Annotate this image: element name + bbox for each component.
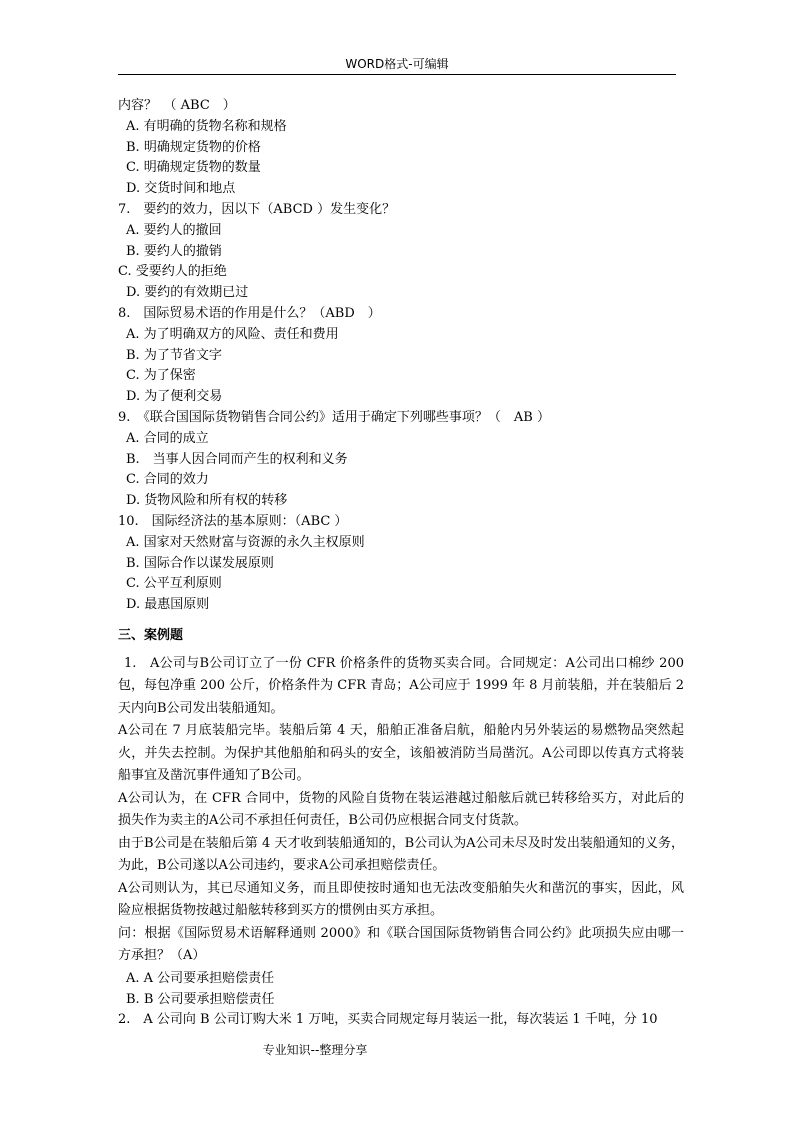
header-rule [118,74,676,75]
option-a: A. 要约人的撤回 [126,222,222,238]
option-a: A. A 公司要承担赔偿责任 [126,970,275,986]
option-c: C. 为了保密 [126,368,196,384]
question-stem: 8. 国际贸易术语的作用是什么？（ABD ） [118,305,381,321]
option-a: A. 合同的成立 [126,430,209,446]
option-c: C. 合同的效力 [126,472,209,488]
option-c: C. 公平互利原则 [126,576,222,592]
option-d: D. 货物风险和所有权的转移 [126,493,288,509]
option-a: A. 为了明确双方的风险、责任和费用 [126,326,339,342]
option-a: A. 有明确的货物名称和规格 [126,118,287,134]
question-block [118,512,684,616]
option-b: B. 明确规定货物的价格 [126,139,261,155]
option-b: B. 要约人的撤销 [126,243,222,259]
document-body [118,96,684,1031]
question-block [118,96,684,200]
option-b: B. B 公司要承担赔偿责任 [126,991,275,1007]
page-footer: 专业知识--整理分享 [262,1043,368,1057]
option-b: B. 当事人因合同而产生的权利和义务 [126,451,348,467]
case-paragraph: 由于B公司是在装船后第 4 天才收到装船通知的，B公司认为A公司未尽及时发出装船通知的义务，为此，B公司遂以A公司违约，要求A公司承担赔偿责任。 [118,835,684,874]
question-stem: 9. 《联合国国际货物销售合同公约》适用于确定下列哪些事项？（ AB ） [118,409,550,425]
question-block [118,200,684,304]
option-d: D. 最惠国原则 [126,597,210,613]
question-block [118,304,684,408]
case-paragraph: A公司认为，在 CFR 合同中，货物的风险自货物在装运港越过船舷后就已转移给买方，对此后的损失作为卖主的A公司不承担任何责任，B公司仍应根据合同支付货款。 [118,790,684,829]
case-question: 问：根据《国际贸易术语解释通则 2000》和《联合国国际货物销售合同公约》此项损失应由哪一方承担？（A） [118,925,684,964]
case-paragraph: 1. A公司与B公司订立了一份 CFR 价格条件的货物买卖合同。合同规定：A公司出口棉纱 200 包，每包净重 200 公斤，价格条件为 CFR 青岛；A公司应于 1999 年 8 月前装船，并在装船后 2 天内向B公司发出装船通知。 [118,655,684,716]
option-a: A. 国家对天然财富与资源的永久主权原则 [126,534,365,550]
option-d: D. 交货时间和地点 [126,181,236,197]
option-b: B. 为了节省文字 [126,347,222,363]
page-header: WORD格式-可编辑 [345,57,449,71]
option-b: B. 国际合作以谋发展原则 [126,555,274,571]
case-study-1 [118,653,684,1010]
section-title: 三、案例题 [118,627,184,643]
case-paragraph: A公司在 7 月底装船完毕。装船后第 4 天，船舶正准备启航，船舱内另外装运的易燃物品突然起火，并失去控制。为保护其他船舶和码头的安全，该船被消防当局凿沉。A公司即以传真方式将装船事宜及凿沉事件通知了B公司。 [118,723,684,784]
question-stem: 10. 国际经济法的基本原则：（ABC ） [118,513,348,529]
option-c: C. 受要约人的拒绝 [118,264,227,280]
question-block [118,408,684,512]
option-d: D. 要约的有效期已过 [126,285,249,301]
question-stem: 7. 要约的效力，因以下（ABCD ）发生变化？ [118,201,396,217]
question-stem: 内容？ （ ABC ） [118,98,236,113]
option-c: C. 明确规定货物的数量 [126,160,261,176]
case-study-2-start: 2. A 公司向 B 公司订购大米 1 万吨，买卖合同规定每月装运一批，每次装运 1 千吨，分 10 [118,1011,658,1027]
option-d: D. 为了便利交易 [126,389,223,405]
case-paragraph: A公司则认为，其已尽通知义务，而且即使按时通知也无法改变船舶失火和凿沉的事实，因此，风险应根据货物按越过船舷转移到买方的惯例由买方承担。 [118,880,684,919]
